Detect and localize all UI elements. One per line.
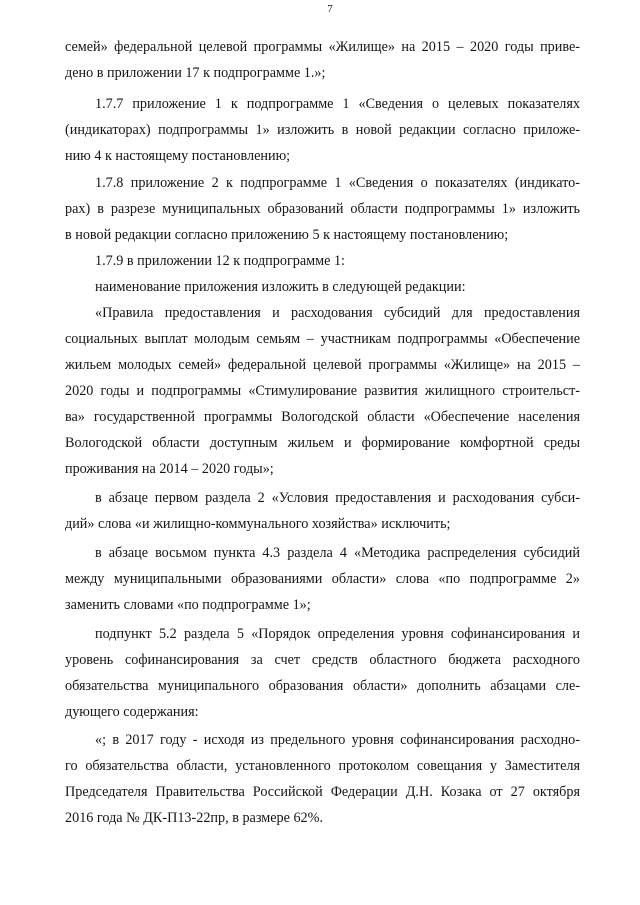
text-line: дующего содержания: — [65, 704, 199, 720]
text-line: подпункт 5.2 раздела 5 «Порядок определения уровня софинансирования и — [95, 626, 580, 642]
page-number: 7 — [327, 3, 333, 15]
text-line: уровень софинансирования за счет средств областного бюджета расходного — [65, 652, 580, 668]
paragraph — [65, 485, 580, 537]
paragraph — [65, 300, 580, 482]
text-line: 2020 годы и подпрограммы «Стимулирование развития жилищного строительст- — [65, 383, 580, 399]
text-line: социальных выплат молодым семьям – участникам подпрограммы «Обеспечение — [65, 331, 580, 347]
text-line: Вологодской области доступным жильем и формирование комфортной среды — [65, 435, 580, 451]
text-line: в новой редакции согласно приложению 5 к настоящему постановлению; — [65, 227, 509, 243]
text-line: дий» слова «и жилищно-коммунального хозяйства» исключить; — [65, 516, 451, 532]
paragraph — [65, 274, 580, 300]
text-line: 2016 года № ДК-П13-22пр, в размере 62%. — [65, 810, 324, 826]
paragraph — [65, 540, 580, 618]
text-line: нию 4 к настоящему постановлению; — [65, 148, 291, 164]
text-line: «Правила предоставления и расходования субсидий для предоставления — [95, 305, 580, 321]
text-line: 1.7.7 приложение 1 к подпрограмме 1 «Сведения о целевых показателях — [95, 96, 580, 112]
text-line: в абзаце первом раздела 2 «Условия предоставления и расходования субси- — [95, 490, 580, 506]
text-line: рах) в разрезе муниципальных образований области подпрограммы 1» изложить — [65, 201, 580, 217]
text-line: го обязательства области, установленного протоколом совещания у Заместителя — [65, 758, 580, 774]
text-line: семей» федеральной целевой программы «Жилище» на 2015 – 2020 годы приве- — [65, 39, 580, 55]
text-line: 1.7.9 в приложении 12 к подпрограмме 1: — [95, 253, 345, 269]
text-line: в абзаце восьмом пункта 4.3 раздела 4 «Методика распределения субсидий — [95, 545, 580, 561]
paragraph — [65, 91, 580, 169]
text-line: заменить словами «по подпрограмме 1»; — [65, 597, 311, 613]
paragraph — [65, 170, 580, 248]
text-line: 1.7.8 приложение 2 к подпрограмме 1 «Сведения о показателях (индикато- — [95, 175, 580, 191]
text-line: Председателя Правительства Российской Федерации Д.Н. Козака от 27 октября — [65, 784, 580, 800]
paragraph — [65, 248, 580, 274]
text-line: ва» государственной программы Вологодской области «Обеспечение населения — [65, 409, 580, 425]
text-line: наименование приложения изложить в следующей редакции: — [95, 279, 466, 295]
text-line: между муниципальными образованиями области» слова «по подпрограмме 2» — [65, 571, 580, 587]
paragraph — [65, 34, 580, 86]
paragraph — [65, 727, 580, 831]
text-line: «; в 2017 году - исходя из предельного уровня софинансирования расходно- — [95, 732, 580, 748]
text-line: (индикаторах) подпрограммы 1» изложить в новой редакции согласно приложе- — [65, 122, 580, 138]
document-body — [65, 34, 580, 831]
text-line: проживания на 2014 – 2020 годы»; — [65, 461, 274, 477]
text-line: жильем молодых семей» федеральной целевой программы «Жилище» на 2015 – — [65, 357, 580, 373]
paragraph — [65, 621, 580, 725]
text-line: обязательства муниципального образования области» дополнить абзацами сле- — [65, 678, 580, 694]
text-line: дено в приложении 17 к подпрограмме 1.»; — [65, 65, 326, 81]
